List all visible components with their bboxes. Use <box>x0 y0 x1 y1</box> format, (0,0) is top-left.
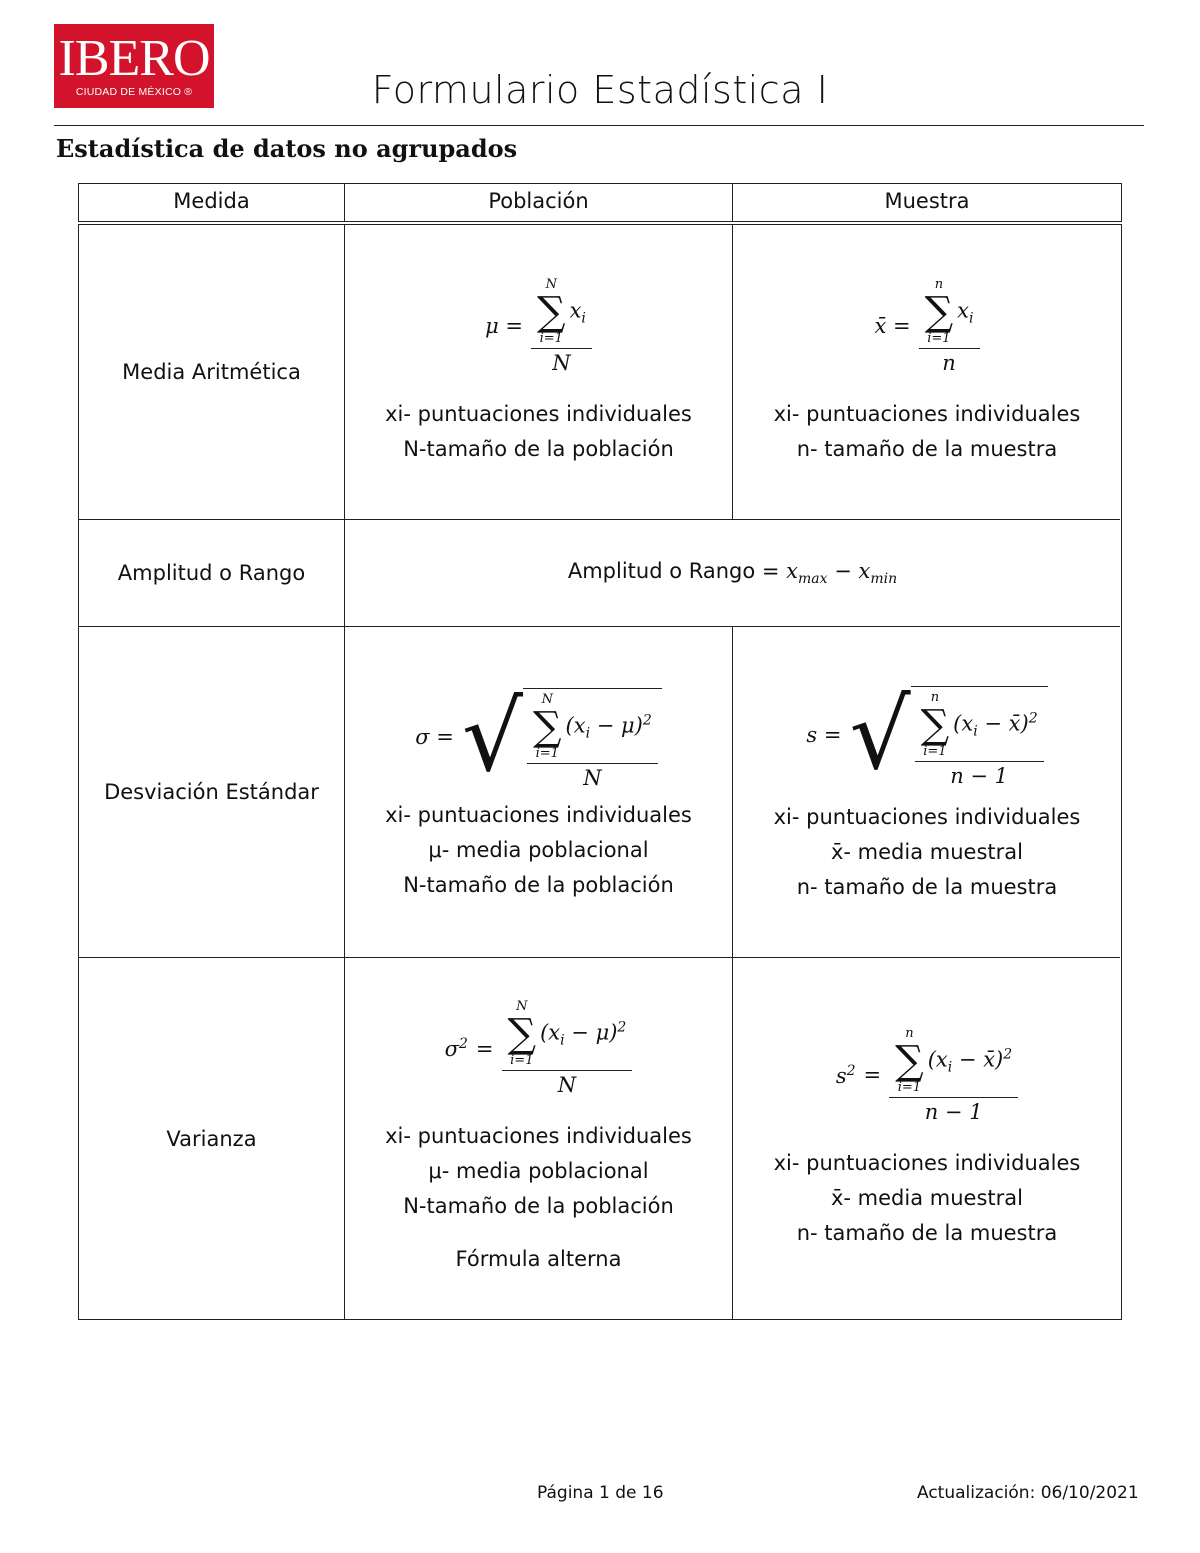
legend-line: μ- media poblacional <box>428 1159 649 1183</box>
sample-variance-legend <box>774 1146 1081 1251</box>
population-variance-formula: $\sigma^2$ = N ∑ i=1 $(x_i - \mu)^2$ N <box>445 1000 633 1097</box>
table-body <box>78 224 1122 1320</box>
summation-symbol: N ∑ i=1 <box>507 999 537 1068</box>
legend-line: n- tamaño de la muestra <box>796 874 1058 899</box>
sample-mean-legend <box>774 397 1081 467</box>
sample-mean <box>734 225 1120 519</box>
page-number: Página 1 de 16 <box>537 1483 664 1503</box>
population-mean-formula <box>485 278 592 375</box>
measure-variance: Varianza <box>79 958 345 1319</box>
legend-line: xi- puntuaciones individuales <box>385 401 692 426</box>
formula-lhs: s = <box>806 722 842 747</box>
legend-line: N-tamaño de la población <box>403 436 674 461</box>
legend-line: N-tamaño de la población <box>403 1194 674 1218</box>
section-heading: Estadística de datos no agrupados <box>56 134 518 163</box>
table-row-stddev <box>79 627 1120 958</box>
summation-symbol: N ∑ i=1 <box>532 691 562 761</box>
sample-variance-formula: $s^2$ = n ∑ i=1 ($x_i$ − x̄)$^2$ n − 1 <box>836 1027 1018 1124</box>
fraction: N ∑ i=1 $(x_i - \mu)^2$ N <box>502 1000 633 1097</box>
sample-variance <box>734 958 1120 1319</box>
table-header <box>78 183 1122 222</box>
page-title: Formulario Estadística I <box>371 68 829 112</box>
square-root: √ n ∑ i=1 ($x_i$ − x̄)$^2$ n − 1 <box>849 680 1047 790</box>
population-variance <box>345 958 733 1319</box>
header-rule <box>54 125 1144 126</box>
legend-line: μ- media poblacional <box>428 837 649 862</box>
column-header-sample: Muestra <box>884 189 970 213</box>
measure-stddev: Desviación Estándar <box>79 627 345 957</box>
square-root: √ N ∑ i=1 $(x_i - \mu)^2$ N <box>462 682 662 792</box>
legend-line: xi- puntuaciones individuales <box>773 804 1081 829</box>
population-stddev <box>345 627 733 957</box>
summation-symbol: n ∑ i=1 <box>895 1025 924 1095</box>
legend-line: x̄- media muestral <box>831 839 1023 864</box>
column-header-measure: Medida <box>79 184 345 221</box>
legend-line: N-tamaño de la población <box>403 872 674 897</box>
population-mean <box>345 225 733 519</box>
legend-line: xi- puntuaciones individuales <box>385 802 692 827</box>
alternate-formula-label: Fórmula alterna <box>455 1247 622 1271</box>
population-mean-legend <box>385 397 692 467</box>
range-formula: Amplitud o Rango = $x_{max} - x_{min}$ <box>567 558 898 588</box>
legend-line: xi- puntuaciones individuales <box>385 1124 692 1148</box>
legend-line: x̄- media muestral <box>831 1185 1023 1210</box>
table-row-variance <box>79 958 1120 1319</box>
legend-line: xi- puntuaciones individuales <box>773 401 1081 426</box>
summation-symbol: N ∑ i=1 <box>537 276 566 346</box>
fraction: N ∑ i=1 $x_i$ N <box>531 278 592 375</box>
population-stddev-formula <box>415 682 662 792</box>
legend-line: n- tamaño de la muestra <box>796 1220 1058 1245</box>
formula-table <box>78 183 1122 1271</box>
legend-line: xi- puntuaciones individuales <box>773 1150 1081 1175</box>
table-row-range <box>79 520 1120 627</box>
formula-lhs: σ = <box>415 724 454 749</box>
summation-symbol: n ∑ i=1 <box>920 689 950 759</box>
measure-range: Amplitud o Rango <box>79 520 345 626</box>
sample-stddev-formula <box>806 680 1047 790</box>
fraction: n ∑ i=1 ($x_i$ − x̄)$^2$ n − 1 <box>889 1027 1018 1124</box>
column-header-population: Población <box>345 184 733 221</box>
summation-symbol: n ∑ i=1 <box>924 276 954 346</box>
fraction: n ∑ i=1 $x_i$ n <box>919 278 980 375</box>
formula-lhs: x̄ = <box>874 314 911 338</box>
sample-mean-formula <box>874 278 979 375</box>
population-variance-legend <box>385 1119 692 1277</box>
sample-stddev <box>734 627 1120 957</box>
update-date: Actualización: 06/10/2021 <box>917 1483 1139 1503</box>
table-row-mean <box>79 225 1120 520</box>
logo-brand: IBERO <box>58 30 210 87</box>
legend-line: n- tamaño de la muestra <box>796 436 1058 461</box>
population-stddev-legend <box>385 798 692 903</box>
measure-mean: Media Aritmética <box>79 225 345 519</box>
formula-lhs: μ = <box>485 314 524 338</box>
sample-stddev-legend <box>774 800 1081 905</box>
logo-city: CIUDAD DE MÉXICO ® <box>75 86 193 98</box>
range-label: Amplitud o Rango = <box>567 558 780 583</box>
